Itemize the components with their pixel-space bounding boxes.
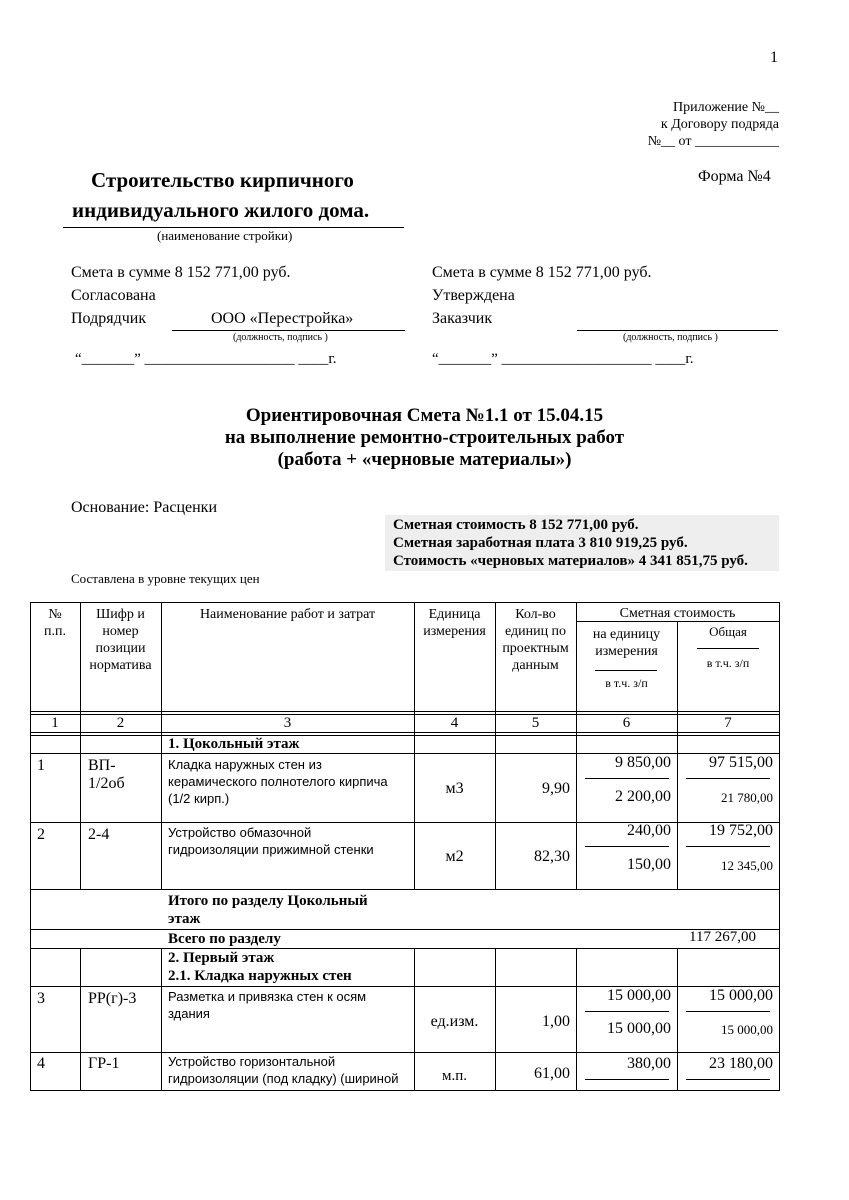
col-number: 2 — [116, 715, 125, 731]
header-num-line1: № — [48, 607, 62, 622]
row-unit-price: 15 000,00 — [607, 987, 671, 1004]
row-num: 3 — [37, 990, 45, 1007]
section-subtotal — [168, 892, 368, 928]
row-unit-price: 380,00 — [627, 1055, 671, 1072]
row-code-line2: 1/2об — [88, 775, 125, 792]
row-name — [168, 988, 366, 1022]
header-num-line2: п.п. — [44, 624, 66, 639]
row-name-line1: Устройство горизонтальной — [168, 1054, 336, 1069]
subtotal-line1: Итого по разделу Цокольный — [168, 893, 368, 909]
right-date-line: “_______” ____________________ ____г. — [432, 351, 694, 367]
row-total: 97 515,00 — [709, 754, 773, 771]
header-total-sub: в т.ч. з/п — [706, 656, 750, 670]
row-name-line1: Кладка наружных стен из — [168, 757, 322, 772]
price-level-note: Составлена в уровне текущих цен — [71, 571, 260, 586]
col-number: 4 — [450, 715, 459, 731]
row-num: 4 — [37, 1055, 45, 1072]
row-unit-price: 240,00 — [627, 822, 671, 839]
row-unit: м3 — [445, 780, 464, 797]
basis: Основание: Расценки — [71, 499, 217, 516]
header-per-unit-line1: на единицу — [592, 627, 661, 642]
project-title-line1: Строительство кирпичного — [91, 168, 354, 192]
row-name-line2: гидроизоляции (под кладку) (шириной — [168, 1071, 399, 1086]
row-unit-wage: 150,00 — [627, 856, 671, 873]
heading-line2: на выполнение ремонтно-строительных работ — [224, 427, 625, 448]
header-qty-line1: Кол-во — [515, 607, 556, 622]
row-qty: 82,30 — [534, 848, 570, 865]
header-unit — [414, 606, 495, 640]
appendix-line: к Договору подряда — [660, 117, 779, 132]
row-qty: 61,00 — [534, 1065, 570, 1082]
header-name: Наименование работ и затрат — [199, 607, 376, 622]
heading-line3: (работа + «черновые материалы») — [277, 449, 572, 470]
left-role: Подрядчик — [71, 310, 147, 327]
page-number: 1 — [770, 49, 778, 66]
section-total-label: Всего по разделу — [168, 931, 281, 947]
row-name — [168, 756, 388, 807]
col-number: 7 — [724, 715, 732, 731]
header-cost-group: Сметная стоимость — [619, 606, 736, 621]
appendix-line: №__ от ____________ — [647, 134, 779, 149]
appendix-line: Приложение №__ — [673, 100, 779, 115]
right-signature-line — [577, 330, 778, 331]
header-num — [30, 606, 80, 640]
row-name — [168, 824, 374, 858]
row-code: 2-4 — [88, 826, 110, 843]
header-per-unit — [576, 626, 677, 660]
header-qty-line4: данным — [512, 658, 559, 673]
estimate-table — [30, 602, 779, 1090]
heading-line1: Ориентировочная Смета №1.1 от 15.04.15 — [245, 405, 604, 426]
row-qty: 1,00 — [542, 1013, 570, 1030]
row-code — [88, 757, 125, 793]
row-unit: м.п. — [441, 1068, 468, 1084]
row-num: 1 — [37, 757, 45, 774]
col-number: 1 — [51, 715, 59, 731]
header-unit-line1: Единица — [428, 607, 481, 622]
header-qty-line3: проектным — [502, 641, 569, 656]
row-unit-wage: 2 200,00 — [615, 788, 671, 805]
right-role: Заказчик — [432, 310, 493, 327]
row-name-line3: (1/2 кирп.) — [168, 791, 230, 806]
project-title-caption: (наименование стройки) — [157, 228, 293, 243]
row-code-line1: ВП- — [88, 757, 116, 774]
right-sum: Смета в сумме 8 152 771,00 руб. — [432, 264, 652, 281]
section-title: 1. Цокольный этаж — [168, 736, 300, 752]
section-total-value: 117 267,00 — [689, 929, 756, 945]
row-unit: м2 — [445, 848, 464, 865]
left-signature-line — [172, 330, 405, 331]
row-qty: 9,90 — [542, 780, 570, 797]
row-unit: ед.изм. — [430, 1013, 479, 1030]
row-name-line2: гидроизоляции прижимной стенки — [168, 842, 374, 857]
row-total-wage: 21 780,00 — [721, 790, 773, 805]
row-code: ГР-1 — [88, 1055, 120, 1072]
col-number: 5 — [531, 715, 540, 731]
row-name-line2: здания — [168, 1006, 210, 1021]
header-per-unit-sub: в т.ч. з/п — [605, 676, 648, 690]
row-name-line2: керамического полнотелого кирпича — [168, 774, 388, 789]
col-number: 6 — [622, 715, 631, 731]
left-sum: Смета в сумме 8 152 771,00 руб. — [71, 264, 291, 281]
header-qty — [495, 606, 576, 674]
estimate-wage: Сметная заработная плата 3 810 919,25 руб. — [393, 535, 688, 551]
section-title — [168, 949, 352, 985]
row-total-wage: 15 000,00 — [721, 1022, 773, 1037]
row-num: 2 — [37, 826, 45, 843]
row-total: 19 752,00 — [709, 822, 773, 839]
row-total-wage: 12 345,00 — [721, 858, 773, 873]
left-approved: Согласована — [71, 287, 156, 304]
subtotal-line2: этаж — [168, 911, 201, 927]
header-code-line1: Шифр и — [96, 607, 145, 622]
estimate-cost: Сметная стоимость 8 152 771,00 руб. — [393, 517, 639, 533]
row-total: 15 000,00 — [709, 987, 773, 1004]
header-unit-line2: измерения — [423, 624, 486, 639]
header-code — [80, 606, 161, 674]
section-title-line1: 2. Первый этаж — [168, 950, 275, 966]
left-company: ООО «Перестройка» — [211, 310, 354, 327]
right-signature-caption: (должность, подпись ) — [623, 332, 718, 343]
row-name — [168, 1053, 398, 1087]
estimate-summary-box — [385, 515, 779, 571]
appendix-block — [648, 99, 779, 150]
row-name-line1: Устройство обмазочной — [168, 825, 312, 840]
row-name-line1: Разметка и привязка стен к осям — [168, 989, 367, 1004]
row-unit-wage: 15 000,00 — [607, 1020, 671, 1037]
row-code: РР(г)-3 — [88, 990, 137, 1007]
estimate-heading — [0, 405, 849, 471]
left-signature-caption: (должность, подпись ) — [233, 332, 328, 343]
form-label: Форма №4 — [698, 168, 771, 185]
header-per-unit-line2: измерения — [595, 644, 658, 659]
row-unit-price: 9 850,00 — [615, 754, 671, 771]
header-qty-line2: единиц по — [504, 624, 567, 639]
header-total: Общая — [709, 624, 747, 639]
row-total: 23 180,00 — [709, 1055, 773, 1072]
header-code-line3: позиции — [95, 641, 146, 656]
col-number: 3 — [283, 715, 292, 731]
section-title-line2: 2.1. Кладка наружных стен — [168, 968, 352, 984]
estimate-materials: Стоимость «черновых материалов» 4 341 851,75 руб. — [393, 553, 748, 569]
project-title-line2: индивидуального жилого дома. — [72, 198, 370, 222]
right-approved: Утверждена — [432, 287, 515, 304]
header-code-line4: норматива — [89, 658, 152, 673]
header-code-line2: номер — [102, 624, 139, 639]
left-date-line: “_______” ____________________ ____г. — [75, 351, 337, 367]
